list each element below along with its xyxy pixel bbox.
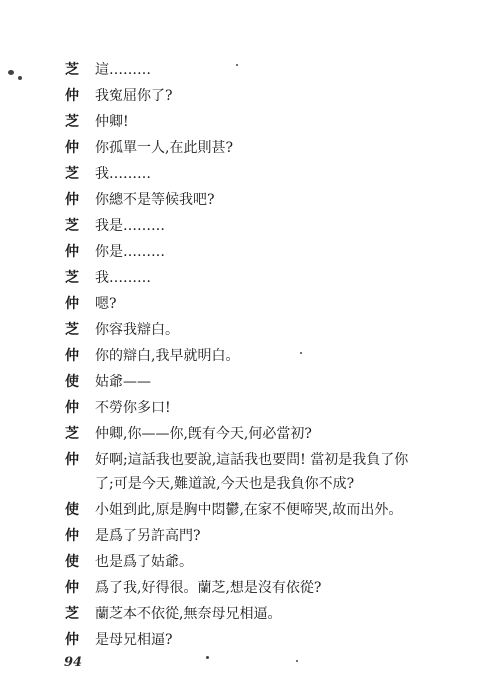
dialogue-line [0, 421, 482, 447]
speaker-label: 芝 [65, 270, 79, 286]
speaker-label: 仲 [65, 400, 79, 416]
dialogue-text: 好啊;這話我也要說,這話我也要問! 當初是我負了你 [95, 452, 409, 468]
speaker-label: 仲 [65, 88, 79, 104]
dialogue-line [0, 239, 482, 265]
dialogue-line [0, 601, 482, 627]
dialogue-text: 了;可是今天,難道說,今天也是我負你不成? [95, 476, 355, 492]
speaker-label: 使 [65, 374, 79, 390]
dialogue-line [0, 523, 482, 549]
dialogue-line [0, 575, 482, 601]
dialogue-text: 你是……… [95, 244, 165, 260]
dialogue-line [0, 135, 482, 161]
dialogue-text: 蘭芝本不依從,無奈母兄相逼。 [95, 606, 282, 622]
dialogue-text: 嗯? [95, 296, 117, 312]
dialogue-text: 爲了我,好得很。蘭芝,想是沒有依從? [95, 580, 322, 596]
dialogue-line [0, 213, 482, 239]
dialogue-text: 也是爲了姑爺。 [95, 554, 193, 570]
speaker-label: 芝 [65, 218, 79, 234]
dialogue-text: 你孤單一人,在此則甚? [95, 140, 233, 156]
dialogue-continuation-line [0, 471, 482, 497]
speaker-label: 使 [65, 554, 79, 570]
dialogue-line [0, 627, 482, 653]
dialogue-text: 姑爺—— [95, 374, 151, 390]
dialogue-text: 仲卿! [95, 114, 129, 130]
dialogue-line [0, 317, 482, 343]
page-number: 94 [64, 655, 83, 670]
speaker-label: 芝 [65, 606, 79, 622]
dialogue-text: 是母兄相逼? [95, 632, 173, 648]
speaker-label: 使 [65, 502, 79, 518]
dialogue-line [0, 265, 482, 291]
speaker-label: 仲 [65, 452, 79, 468]
dialogue-line [0, 497, 482, 523]
dialogue-text: 你總不是等候我吧? [95, 192, 215, 208]
dialogue-line [0, 369, 482, 395]
dialogue-text: 我寃屈你了? [95, 88, 173, 104]
dialogue-text: 仲卿,你——你,旣有今天,何必當初? [95, 426, 312, 442]
speaker-label: 仲 [65, 632, 79, 648]
dialogue-line [0, 187, 482, 213]
dialogue-line [0, 395, 482, 421]
speaker-label: 芝 [65, 62, 79, 78]
dialogue-line [0, 109, 482, 135]
dialogue-text: 你容我辯白。 [95, 322, 179, 338]
speaker-label: 仲 [65, 580, 79, 596]
speaker-label: 仲 [65, 140, 79, 156]
speaker-label: 芝 [65, 426, 79, 442]
dialogue-line [0, 447, 482, 473]
dialogue-text: 小姐到此,原是胸中悶鬱,在家不便啼哭,故而出外。 [95, 502, 403, 518]
speaker-label: 芝 [65, 322, 79, 338]
dialogue-text: 我……… [95, 270, 151, 286]
speaker-label: 仲 [65, 348, 79, 364]
speaker-label: 仲 [65, 192, 79, 208]
dialogue-line [0, 291, 482, 317]
dialogue-text: 這……… [95, 62, 151, 78]
dialogue-line [0, 83, 482, 109]
speaker-label: 仲 [65, 528, 79, 544]
dialogue-line [0, 549, 482, 575]
ink-speck [206, 656, 209, 659]
dialogue-text: 不勞你多口! [95, 400, 171, 416]
speaker-label: 仲 [65, 244, 79, 260]
dialogue-text: 你的辯白,我早就明白。 [95, 348, 240, 364]
dialogue-text: 我……… [95, 166, 151, 182]
dialogue-line [0, 57, 482, 83]
dialogue-text: 我是……… [95, 218, 165, 234]
dialogue-text: 是爲了另許高門? [95, 528, 201, 544]
dialogue-line [0, 161, 482, 187]
speaker-label: 芝 [65, 166, 79, 182]
ink-speck [296, 660, 298, 662]
dialogue-line [0, 343, 482, 369]
speaker-label: 芝 [65, 114, 79, 130]
speaker-label: 仲 [65, 296, 79, 312]
